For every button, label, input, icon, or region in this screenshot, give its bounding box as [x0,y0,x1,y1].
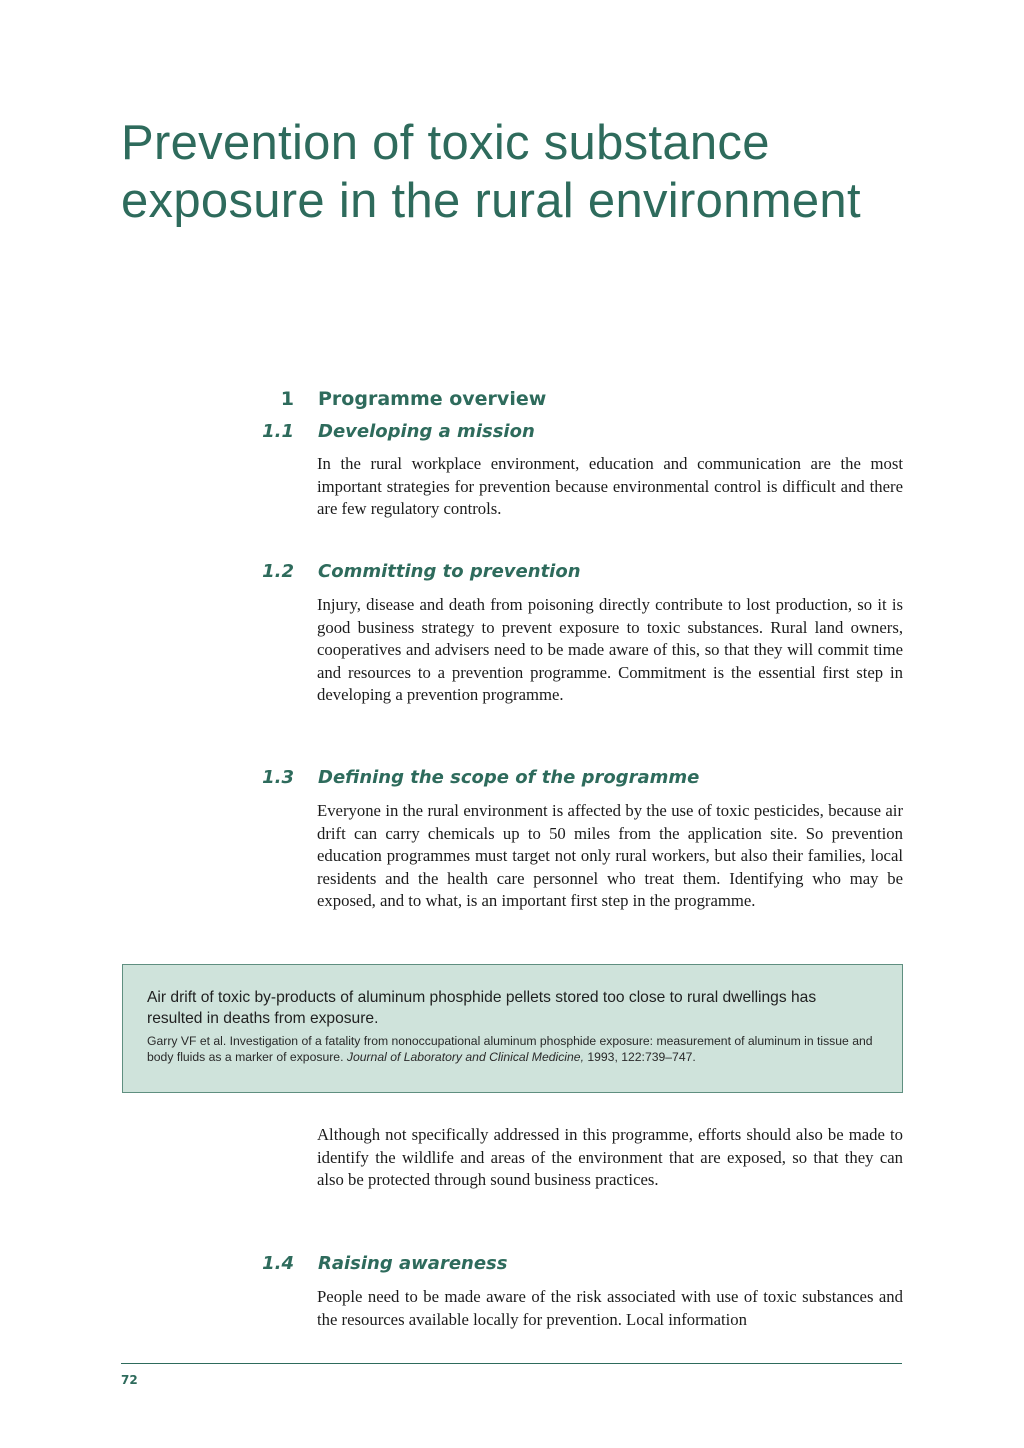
page-number: 72 [121,1373,138,1387]
page-title-line-2: exposure in the rural environment [121,174,861,228]
subsection-1-3-body: Everyone in the rural environment is affected by the use of toxic pesticides, because air drift can carry chemicals up to 50 miles from the application site. So prevention education programmes must target not only rural workers, but also their families, local residents and the health care personnel who treat them. Identifying who may be exposed, and to what, is an important first step in the programme. [317,801,903,911]
callout-box [122,964,903,1093]
subsection-1-2-body: Injury, disease and death from poisoning directly contribute to lost production, so it is good business strategy to prevent exposure to toxic substances. Rural land owners, cooperatives and advisers need to be made aware of this, so that they will commit time and resources to a prevention programme. Commitment is the essential first step in developing a prevention programme. [317,595,903,705]
callout-reference-text: Garry VF et al. Investigation of a fatality from nonoccupational aluminum phosphide exposure: measurement of aluminum in tissue and body fluids as a marker of exposure. [147,1034,873,1064]
subsection-1-3-number: 1.3 [262,767,294,788]
callout-reference-journal: Journal of Laboratory and Clinical Medicine, [346,1049,584,1064]
subsection-1-1-body: In the rural workplace environment, education and communication are the most important strategies for prevention because environmental control is difficult and there are few regulatory controls. [317,454,903,519]
subsection-1-2-number: 1.2 [262,561,294,582]
subsection-1-4-body: People need to be made aware of the risk associated with use of toxic substances and the resources available locally for prevention. Local information [317,1287,903,1329]
subsection-1-4-number: 1.4 [262,1253,294,1274]
section-1-number: 1 [280,388,294,410]
subsection-1-1-number: 1.1 [262,421,294,442]
callout-text: Air drift of toxic by-products of aluminum phosphide pellets stored too close to rural dwellings has resulted in deaths from exposure. [147,989,817,1027]
subsection-1-2-title: Committing to prevention [318,561,581,582]
subsection-1-4-title: Raising awareness [318,1253,508,1274]
footer-rule [121,1363,902,1364]
section-1-title: Programme overview [318,388,547,410]
page-title-line-1: Prevention of toxic substance [121,116,770,170]
after-callout-body: Although not specifically addressed in this programme, efforts should also be made to identify the wildlife and areas of the environment that are exposed, so that they can also be protected through sound business practices. [317,1125,903,1190]
callout-reference-citation: 1993, 122:739–747. [583,1049,696,1064]
callout-reference [147,1034,892,1065]
page-title [121,114,941,230]
subsection-1-1-title: Developing a mission [318,421,535,442]
subsection-1-3-title: Defining the scope of the programme [318,767,700,788]
